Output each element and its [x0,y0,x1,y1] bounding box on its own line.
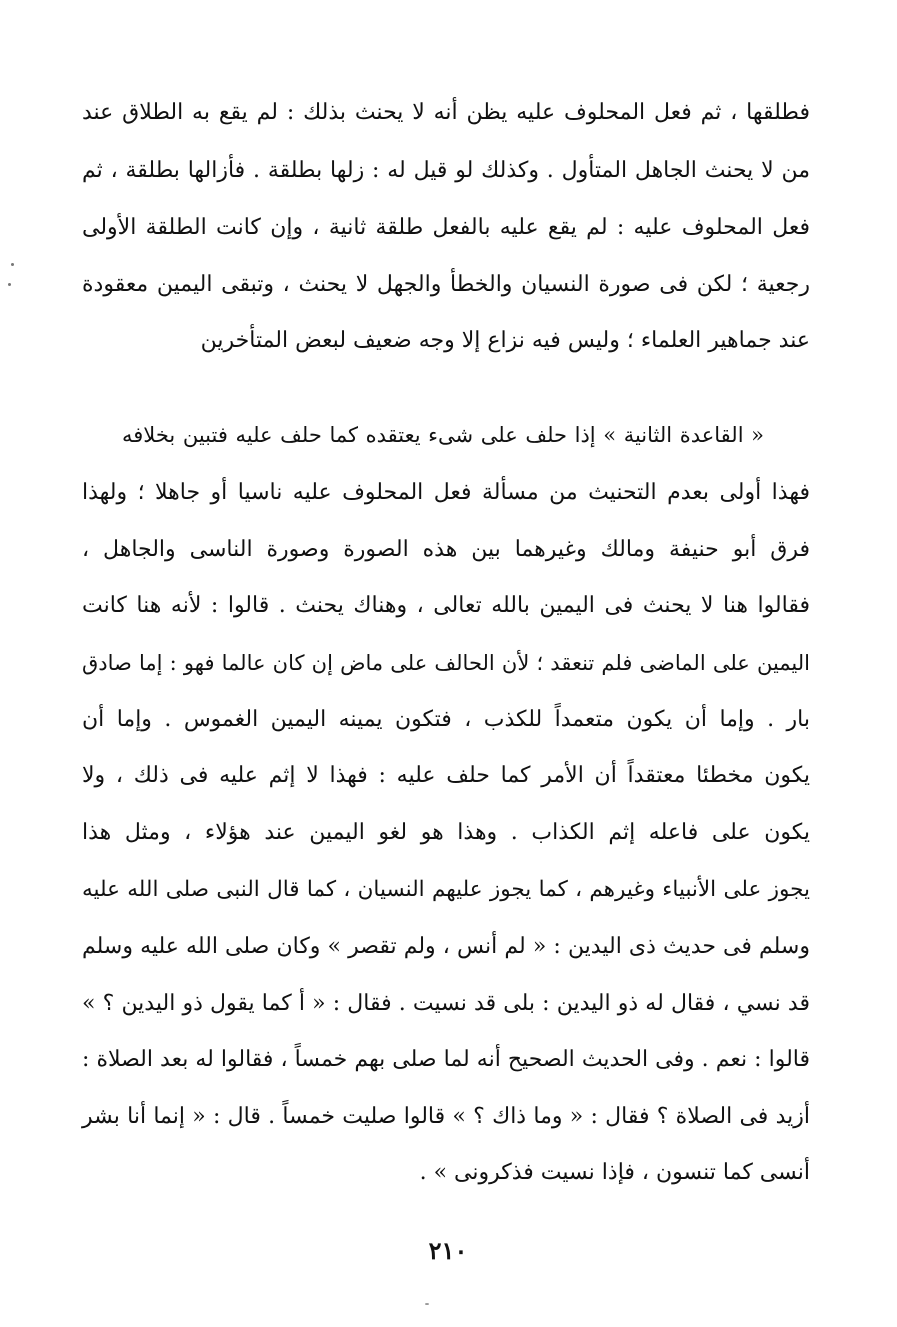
scan-speck [8,283,11,286]
text-line: فقالوا هنا لا يحنث فى اليمين بالله تعالى ، وهناك يحنث . قالوا : لأنه هنا كانت [82,593,810,618]
text-line: فهذا أولى بعدم التحنيث من مسألة فعل المحلوف عليه ناسيا أو جاهلا ؛ ولهذا [82,480,810,505]
text-line: فرق أبو حنيفة ومالك وغيرهما بين هذه الصورة وصورة الناسى والجاهل ، [82,537,810,562]
page-number: ٢١٠ [428,1236,468,1265]
text-line: بار . وإما أن يكون متعمداً للكذب ، فتكون يمينه اليمين الغموس . وإما أن [82,707,810,732]
text-line: فطلقها ، ثم فعل المحلوف عليه يظن أنه لا يحنث بذلك : لم يقع به الطلاق عند [82,100,810,125]
text-line: عند جماهير العلماء ؛ وليس فيه نزاع إلا وجه ضعيف لبعض المتأخرين [200,328,810,353]
text-line: أزيد فى الصلاة ؟ فقال : « وما ذاك ؟ » قالوا صليت خمساً . قال : « إنما أنا بشر [82,1104,810,1129]
text-line: قد نسي ، فقال له ذو اليدين : بلى قد نسيت . فقال : « أ كما يقول ذو اليدين ؟ » [82,991,810,1016]
text-line: رجعية ؛ لكن فى صورة النسيان والخطأ والجهل لا يحنث ، وتبقى اليمين معقودة [82,272,810,297]
rule-heading: « القاعدة الثانية » إذا حلف على شىء يعتقده كما حلف عليه فتبين بخلافه [122,423,764,447]
text-line: وسلم فى حديث ذى اليدين : « لم أنس ، ولم تقصر » وكان صلى الله عليه وسلم [82,934,810,959]
text-line: أنسى كما تنسون ، فإذا نسيت فذكرونى » . [419,1160,810,1185]
text-line: يكون على فاعله إثم الكذاب . وهذا هو لغو اليمين عند هؤلاء ، ومثل هذا [82,820,810,845]
text-line: قالوا : نعم . وفى الحديث الصحيح أنه لما صلى بهم خمساً ، فقالوا له بعد الصلاة : [82,1047,810,1072]
text-line: اليمين على الماضى فلم تنعقد ؛ لأن الحالف على ماض إن كان عالما فهو : إما صادق [82,651,810,675]
scan-speck [11,263,14,266]
text-line: فعل المحلوف عليه : لم يقع عليه بالفعل طلقة ثانية ، وإن كانت الطلقة الأولى [82,215,810,240]
text-line: يجوز على الأنبياء وغيرهم ، كما يجوز عليهم النسيان ، كما قال النبى صلى الله عليه [82,877,810,902]
scan-speck [425,1303,429,1305]
text-line: من لا يحنث الجاهل المتأول . وكذلك لو قيل له : زلها بطلقة . فأزالها بطلقة ، ثم [82,158,810,183]
text-line: يكون مخطئا معتقداً أن الأمر كما حلف عليه : فهذا لا إثم عليه فى ذلك ، ولا [82,763,810,788]
